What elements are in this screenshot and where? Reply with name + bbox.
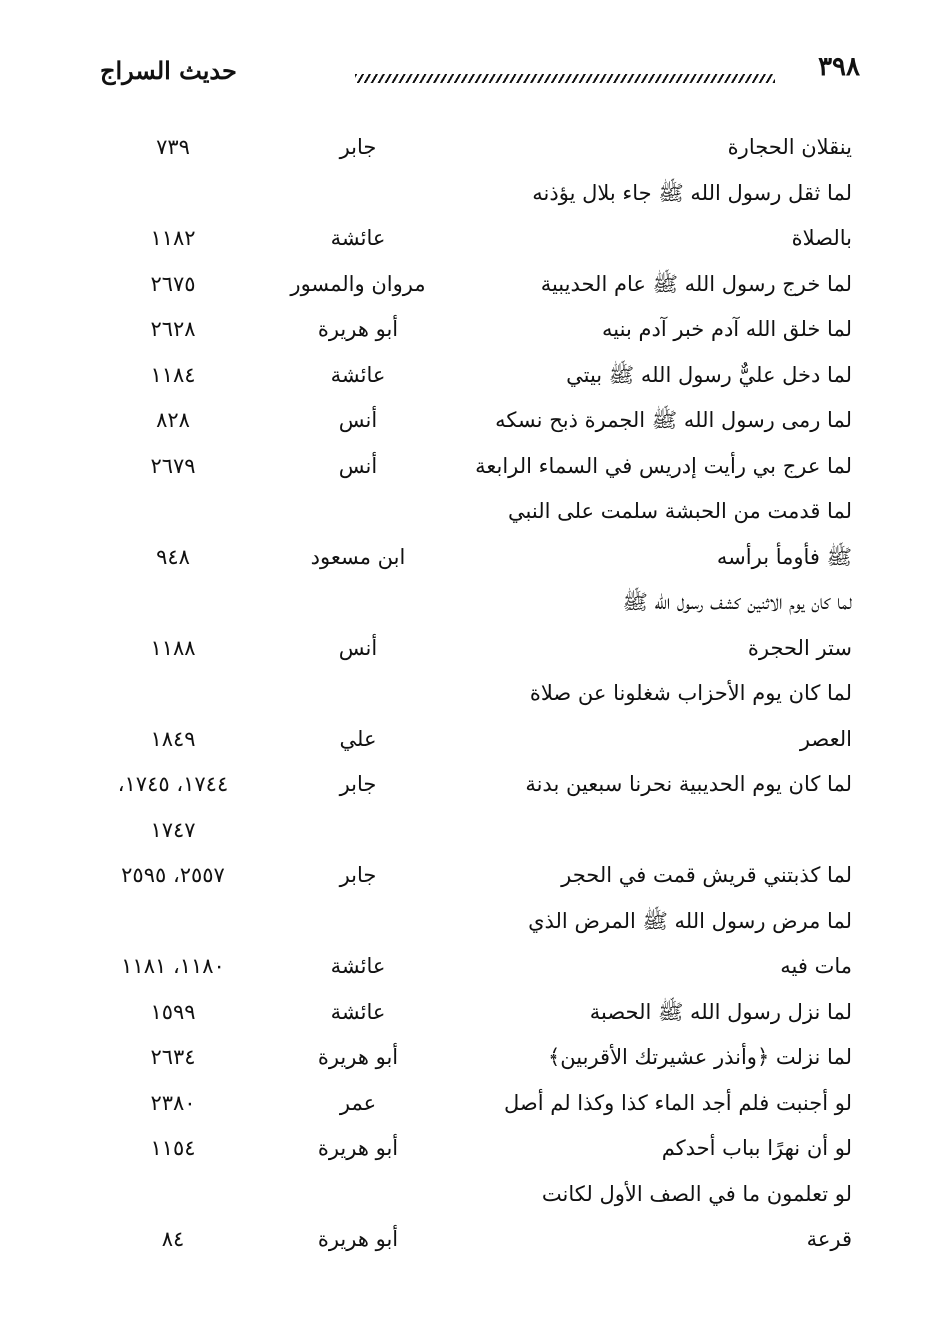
narrator-name: عائشة bbox=[330, 226, 386, 250]
table-row bbox=[98, 1125, 852, 1171]
narrator-name: عائشة bbox=[330, 954, 386, 978]
hadith-text: بالصلاة bbox=[791, 226, 852, 250]
hadith-text: ستر الحجرة bbox=[747, 635, 852, 660]
hadith-text: لما ثقل رسول الله ﷺ جاء بلال يؤذنه bbox=[532, 180, 852, 205]
hadith-number: ١٧٤٧ bbox=[150, 817, 196, 842]
narrator-name: ابن مسعود bbox=[310, 544, 406, 569]
page-number: ٣٩٨ bbox=[818, 52, 860, 82]
page-header bbox=[70, 52, 860, 96]
hadith-text: لما كذبتني قريش قمت في الحجر bbox=[561, 863, 852, 887]
hadith-text: ينقلان الحجارة bbox=[727, 135, 852, 159]
hadith-text: لما رمى رسول الله ﷺ الجمرة ذبح نسكه bbox=[495, 408, 852, 432]
hadith-number: ٢٦٧٩ bbox=[150, 453, 196, 478]
table-row bbox=[98, 716, 852, 762]
narrator-name: أبو هريرة bbox=[317, 1227, 399, 1251]
narrator-name: أبو هريرة bbox=[317, 1045, 399, 1069]
narrator-name: جابر bbox=[339, 772, 377, 796]
table-row bbox=[98, 989, 852, 1035]
narrator-name: عائشة bbox=[330, 999, 386, 1024]
hadith-text: لما كان يوم الحديبية نحرنا سبعين بدنة bbox=[525, 772, 852, 796]
table-row bbox=[98, 1171, 852, 1217]
table-row bbox=[98, 943, 852, 989]
narrator-name: أنس bbox=[338, 453, 378, 478]
narrator-name: عائشة bbox=[330, 362, 386, 387]
hadith-number: ٢٦٣٤ bbox=[150, 1045, 196, 1069]
table-row bbox=[98, 761, 852, 807]
hadith-text: لما نزل رسول الله ﷺ الحصبة bbox=[589, 999, 852, 1024]
hadith-number: ١١٨٢ bbox=[150, 226, 196, 250]
table-row bbox=[98, 1080, 852, 1126]
hadith-number: ١١٨٨ bbox=[150, 635, 196, 660]
narrator-name: مروان والمسور bbox=[290, 271, 426, 296]
hadith-number: ٢٣٨٠ bbox=[150, 1090, 196, 1115]
hadith-text: مات فيه bbox=[780, 954, 852, 978]
table-row bbox=[98, 215, 852, 261]
hadith-number: ٨٤ bbox=[161, 1227, 185, 1251]
table-row bbox=[98, 170, 852, 216]
hadith-text: لما خرج رسول الله ﷺ عام الحديبية bbox=[540, 271, 852, 296]
narrator-name: جابر bbox=[339, 135, 377, 159]
table-row bbox=[98, 579, 852, 625]
hadith-text: العصر bbox=[799, 726, 852, 751]
table-row bbox=[98, 124, 852, 170]
hadith-text: لما كان يوم الأحزاب شغلونا عن صلاة bbox=[529, 681, 852, 705]
hadith-text: ﷺ فأومأ برأسه bbox=[716, 544, 852, 569]
hadith-number: ٧٣٩ bbox=[156, 135, 190, 159]
table-row bbox=[98, 352, 852, 398]
hadith-number: ٢٦٢٨ bbox=[150, 317, 196, 341]
table-row bbox=[98, 625, 852, 671]
hadith-number: ١١٨٤ bbox=[150, 362, 196, 387]
book-title: حديث السراج bbox=[100, 56, 237, 85]
hadith-text: لو تعلمون ما في الصف الأول لكانت bbox=[541, 1181, 852, 1206]
table-row bbox=[98, 443, 852, 489]
narrator-name: أنس bbox=[338, 635, 378, 660]
table-row bbox=[98, 898, 852, 944]
narrator-name: جابر bbox=[339, 863, 377, 887]
hadith-number: ١٥٩٩ bbox=[150, 999, 196, 1024]
hadith-text: لما قدمت من الحبشة سلمت على النبي bbox=[508, 499, 852, 523]
table-row bbox=[98, 1034, 852, 1080]
hadith-number: ٨٢٨ bbox=[156, 408, 190, 432]
hadith-text: لما كان يوم الاثنين كشف رسول الله ﷺ bbox=[622, 590, 852, 614]
hadith-number: ٢٦٧٥ bbox=[150, 271, 196, 296]
hadith-text: لما مرض رسول الله ﷺ المرض الذي bbox=[528, 908, 852, 933]
hadith-text: لما دخل عليٌّ رسول الله ﷺ بيتي bbox=[566, 362, 852, 387]
narrator-name: أبو هريرة bbox=[317, 317, 399, 341]
table-row bbox=[98, 306, 852, 352]
hadith-number: ١٧٤٤، ١٧٤٥، bbox=[117, 772, 229, 796]
table-row bbox=[98, 488, 852, 534]
table-row bbox=[98, 1216, 852, 1262]
hadith-index-table bbox=[98, 124, 852, 1262]
table-row bbox=[98, 397, 852, 443]
hadith-text: لما عرج بي رأيت إدريس في السماء الرابعة bbox=[475, 453, 852, 478]
hadith-text: لما خلق الله آدم خبر آدم بنيه bbox=[602, 317, 852, 341]
hadith-number: ١٨٤٩ bbox=[150, 726, 196, 751]
hadith-number: ١١٥٤ bbox=[150, 1136, 196, 1160]
hadith-number: ٩٤٨ bbox=[156, 544, 190, 569]
hadith-text: لو أجنبت فلم أجد الماء كذا وكذا لم أصل bbox=[503, 1090, 852, 1115]
hadith-number: ٢٥٥٧، ٢٥٩٥ bbox=[121, 863, 225, 887]
header-decorative-rule bbox=[355, 74, 775, 83]
hadith-text: قرعة bbox=[806, 1227, 852, 1251]
narrator-name: عمر bbox=[339, 1090, 377, 1115]
table-row bbox=[98, 807, 852, 853]
table-row bbox=[98, 852, 852, 898]
table-row bbox=[98, 534, 852, 580]
hadith-text: لما نزلت ﴿وأنذر عشيرتك الأقربين﴾ bbox=[547, 1045, 852, 1069]
narrator-name: أنس bbox=[338, 408, 378, 432]
narrator-name: علي bbox=[339, 726, 377, 751]
table-row bbox=[98, 670, 852, 716]
hadith-number: ١١٨٠، ١١٨١ bbox=[121, 954, 225, 978]
narrator-name: أبو هريرة bbox=[317, 1136, 399, 1160]
hadith-text: لو أن نهرًا بباب أحدكم bbox=[661, 1136, 852, 1160]
table-row bbox=[98, 261, 852, 307]
